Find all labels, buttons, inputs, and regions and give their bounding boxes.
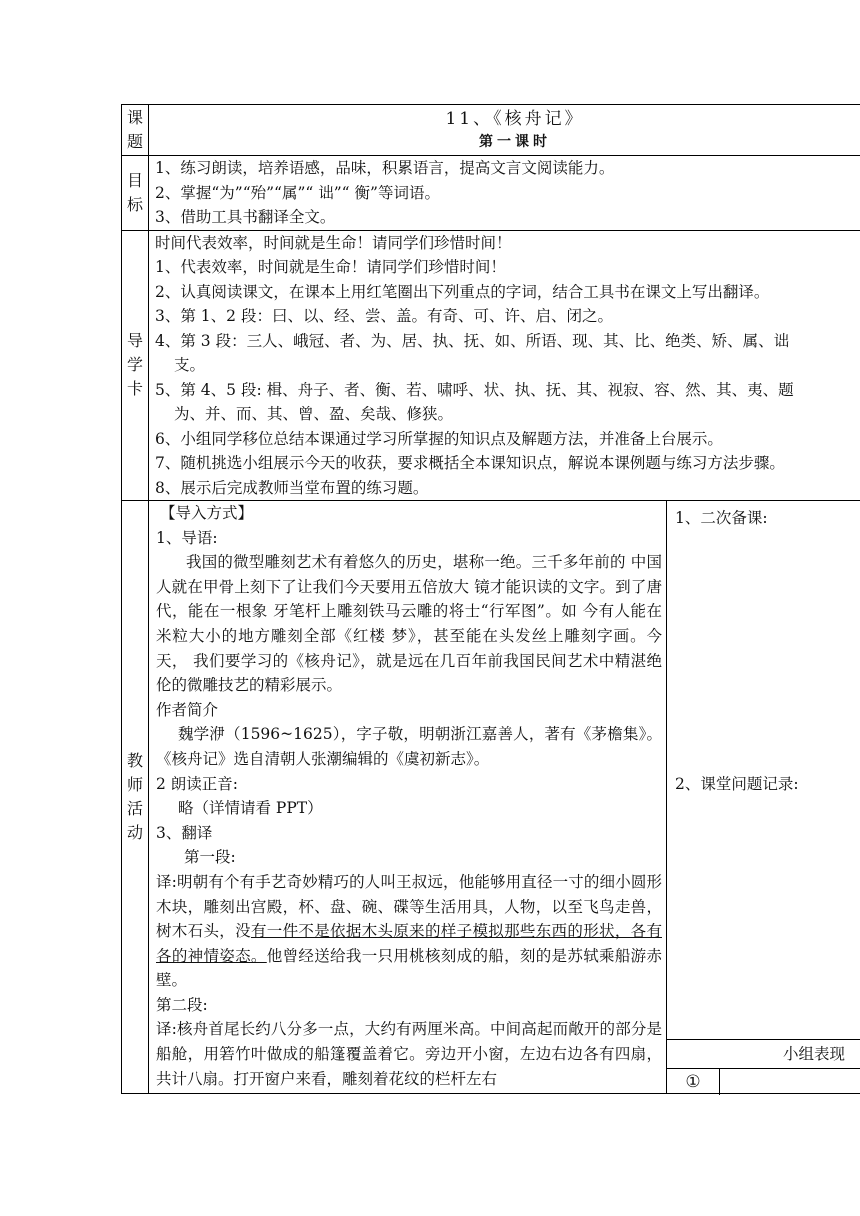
- guide-label-cell: [122, 230, 149, 501]
- header-row: [122, 105, 860, 156]
- title-cell: [149, 105, 860, 156]
- author-text-content: 魏学洢（1596~1625），字子敬，明朝浙江嘉善人，著有《茅檐集》。《核舟记》选自清朝人张潮编辑的《虞初新志》。: [156, 725, 662, 768]
- group-row-number: ①: [667, 1069, 720, 1095]
- author-text: [156, 722, 662, 771]
- guide-line: 为、并、而、其、曾、盈、矣哉、修狭。: [174, 405, 454, 423]
- goals-cell: [149, 156, 860, 231]
- teacher-row: [122, 501, 860, 1094]
- topic-label-cell: [122, 105, 149, 156]
- intro-text-content: 我国的微型雕刻艺术有着悠久的历史，堪称一绝。三千多年前的 中国人就在甲骨上刻下了让我们今天要用五倍放大 镜才能识读的文字。到了唐代，能在一根象 牙笔杆上雕刻铁马云雕的将士“行军图”。如 今有人能在米粒大小的地方雕刻全部《红楼 梦》，甚至能在头发丝上雕刻字画。今天， 我们要学习的《核舟记》，就是远在几百年前我国民间艺术中精湛绝伦的微雕技艺的精彩展示。: [156, 553, 662, 695]
- teacher-label: 教师活动: [127, 751, 144, 842]
- goals-label: 目标: [127, 170, 144, 214]
- guide-line: 3、第 1、2 段：曰、以、经、尝、盖。有奇、可、许、启、闭之。: [155, 307, 613, 325]
- goal-item: 3、借助工具书翻译全文。: [155, 208, 336, 226]
- lesson-title: 11、《核舟记》: [445, 109, 585, 129]
- goal-item: 2、掌握“为”“殆”“属”“ 诎”“ 衡”等词语。: [155, 183, 440, 202]
- author-heading: 作者简介: [156, 700, 219, 719]
- group-performance: [667, 1039, 860, 1095]
- guide-line: 8、展示后完成教师当堂布置的练习题。: [155, 478, 429, 497]
- guide-line: 支。: [174, 356, 206, 374]
- goals-row: [122, 156, 860, 231]
- para1-text-underlined: 有一件不是依据木头原来的样子模拟那些东西的形状，各有各的神情姿态。: [156, 922, 662, 965]
- guide-line: 6、小组同学移位总结本课通过学习所掌握的知识点及解题方法，并准备上台展示。: [155, 429, 723, 448]
- para1-text-a: 译:明朝有个有手艺奇妙精巧的人叫王叔远，他能够用直径一寸的细小圆形木块，雕刻出宫殿，杯、盘、碗、碟等生活用具，人物，以至飞鸟走兽，树木石头，没: [156, 872, 662, 941]
- group-row-value[interactable]: [720, 1069, 860, 1095]
- problem-note: 2、课堂问题记录:: [675, 775, 799, 793]
- lesson-subtitle: 第一课时: [479, 134, 552, 150]
- para1-text: [156, 870, 662, 993]
- method-title: 【导入方式】: [160, 504, 254, 522]
- guide-line: 5、第 4、5 段: 楫、舟子、者、衡、若、啸呼、状、执、抚、其、视寂、容、然、其、夷、题: [155, 380, 794, 399]
- teacher-side-cell: [667, 501, 860, 1094]
- guide-line: 时间代表效率，时间就是生命！请同学们珍惜时间！: [155, 233, 512, 252]
- guide-line: 7、随机挑选小组展示今天的收获，要求概括全本课知识点，解说本课例题与练习方法步骤。: [155, 454, 785, 472]
- prep-note: 1、二次备课:: [675, 509, 768, 527]
- guide-row: [122, 230, 860, 501]
- guide-label: 导学卡: [127, 331, 144, 399]
- read-heading: 2 朗读正音:: [156, 774, 239, 793]
- teacher-content-cell: [149, 501, 667, 1094]
- topic-label: 课题: [127, 108, 144, 151]
- goal-item: 1、练习朗读，培养语感，品味，积累语言，提高文言文阅读能力。: [155, 159, 615, 177]
- guide-line: 2、认真阅读课文，在课本上用红笔圈出下列重点的字词，结合工具书在课文上写出翻译。: [155, 282, 770, 301]
- group-performance-title: 小组表现: [667, 1040, 860, 1069]
- intro-text: [156, 550, 662, 698]
- guide-line: 4、第 3 段：三人、峨冠、者、为、居、执、抚、如、所语、现、其、比、绝类、矫、属、诎: [155, 331, 790, 350]
- lesson-plan-sheet: [121, 104, 860, 1094]
- intro-heading: 1、导语:: [156, 528, 218, 547]
- read-text: 略（详情请看 PPT）: [178, 799, 323, 818]
- para2-heading: 第二段:: [156, 995, 208, 1014]
- guide-line: 1、代表效率，时间就是生命！请同学们珍惜时间！: [155, 258, 506, 276]
- para2-text: 译:核舟首尾长约八分多一点，大约有两厘米高。中间高起而敞开的部分是船舱，用箬竹叶做成的船篷覆盖着它。旁边开小窗，左边右边各有四扇，共计八扇。打开窗户来看，雕刻着花纹的栏杆左右: [156, 1020, 662, 1088]
- goals-label-cell: [122, 156, 149, 231]
- teacher-label-cell: [122, 501, 149, 1094]
- guide-cell: [149, 230, 860, 501]
- lesson-plan-table: [121, 104, 860, 1094]
- side-panel: [667, 501, 860, 1093]
- para1-heading: 第一段:: [184, 848, 236, 867]
- para1-text-b: 他曾经送给我一只用桃核刻成的船，刻的是苏轼乘船游赤壁。: [156, 946, 662, 990]
- translate-heading: 3、翻译: [156, 823, 213, 842]
- group-row: [667, 1069, 860, 1095]
